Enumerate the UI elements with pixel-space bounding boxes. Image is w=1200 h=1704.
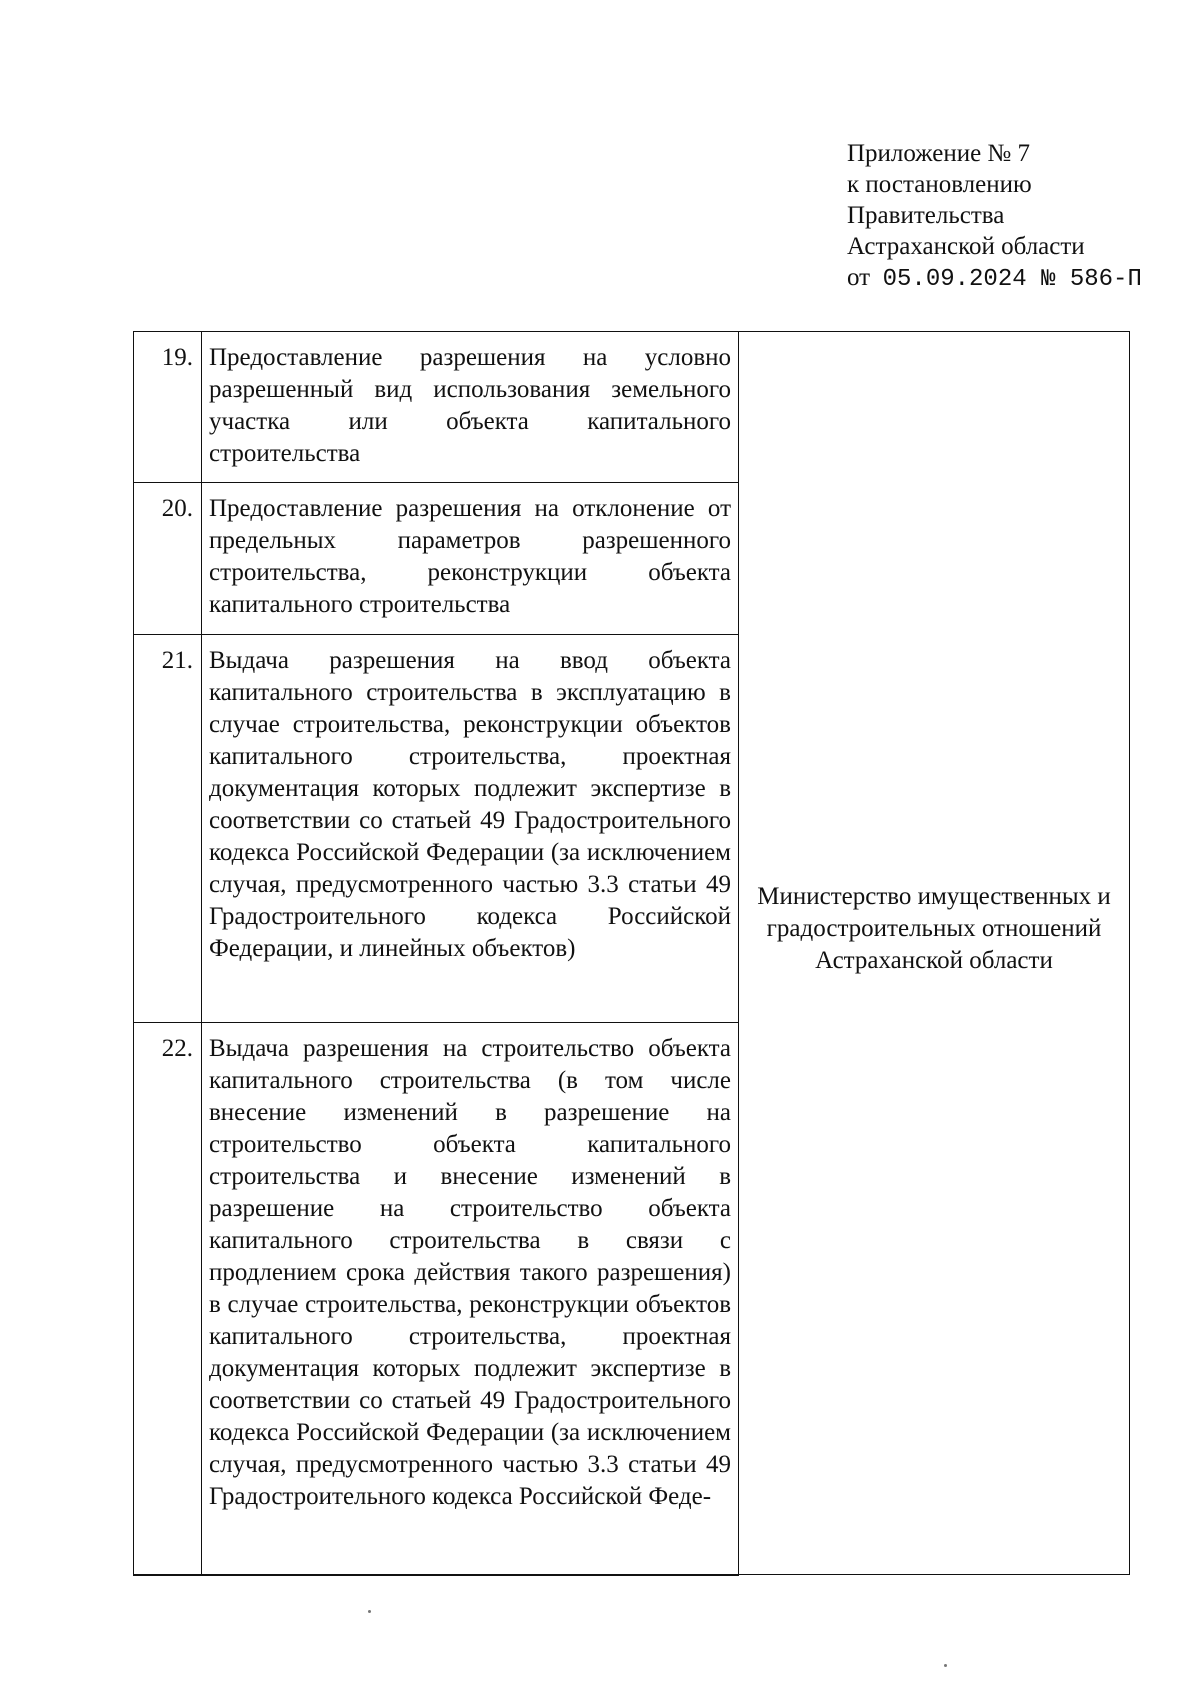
row-text-cell bbox=[202, 483, 739, 635]
appendix-title: Приложение № 7 bbox=[847, 140, 1031, 167]
service-description: Предоставление разрешения на отклонение от предельных параметров разрешенного строительства, реконструкции объекта капитального строительства bbox=[209, 495, 731, 618]
appendix-region-line: Астраханской области bbox=[847, 233, 1085, 260]
date-number-stamp: 05.09.2024 № 586-П bbox=[882, 266, 1142, 293]
responsible-authority: Министерство имущественных и градостроительных отношений Астраханской области bbox=[757, 883, 1111, 974]
appendix-ref-line: к постановлению bbox=[847, 171, 1032, 198]
row-text-cell bbox=[202, 635, 739, 1023]
service-description: Выдача разрешения на ввод объекта капитального строительства в эксплуатацию в случае строительства, реконструкции объектов капитального строительства, проектная документация которых подлежит экспертизе в соответствии со статьей 49 Градостроительного кодекса Российской Федерации (за исключением случая, предусмотренного частью 3.3 статьи 49 Градостроительного кодекса Российской Федерации, и линейных объектов) bbox=[209, 647, 731, 962]
appendix-header bbox=[847, 138, 1177, 295]
row-number: 21. bbox=[134, 635, 202, 1023]
service-description: Выдача разрешения на строительство объекта капитального строительства (в том числе внесение изменений в разрешение на строительство объекта капитального строительства и внесение изменений в разрешение на строительство объекта капитального строительства в связи с продлением срока действия такого разрешения) в случае строительства, реконструкции объектов капитального строительства, проектная документация которых подлежит экспертизе в соответствии со статьей 49 Градостроительного кодекса Российской Федерации (за исключением случая, предусмотренного частью 3.3 статьи 49 Градостроительного кодекса Российской Феде- bbox=[209, 1035, 731, 1510]
row-number: 19. bbox=[134, 332, 202, 483]
row-number: 20. bbox=[134, 483, 202, 635]
authority-cell bbox=[739, 332, 1130, 1575]
service-description: Предоставление разрешения на условно разрешенный вид использования земельного участка или объекта капитального строительства bbox=[209, 344, 731, 467]
table-row bbox=[134, 332, 1130, 483]
services-table bbox=[133, 331, 1130, 1576]
scan-speck bbox=[368, 1610, 371, 1613]
appendix-date-line bbox=[847, 262, 1177, 295]
row-text-cell bbox=[202, 1023, 739, 1575]
scan-speck bbox=[944, 1664, 947, 1667]
date-prefix: от bbox=[847, 264, 871, 291]
row-text-cell bbox=[202, 332, 739, 483]
row-number: 22. bbox=[134, 1023, 202, 1575]
appendix-authority-line: Правительства bbox=[847, 202, 1005, 229]
